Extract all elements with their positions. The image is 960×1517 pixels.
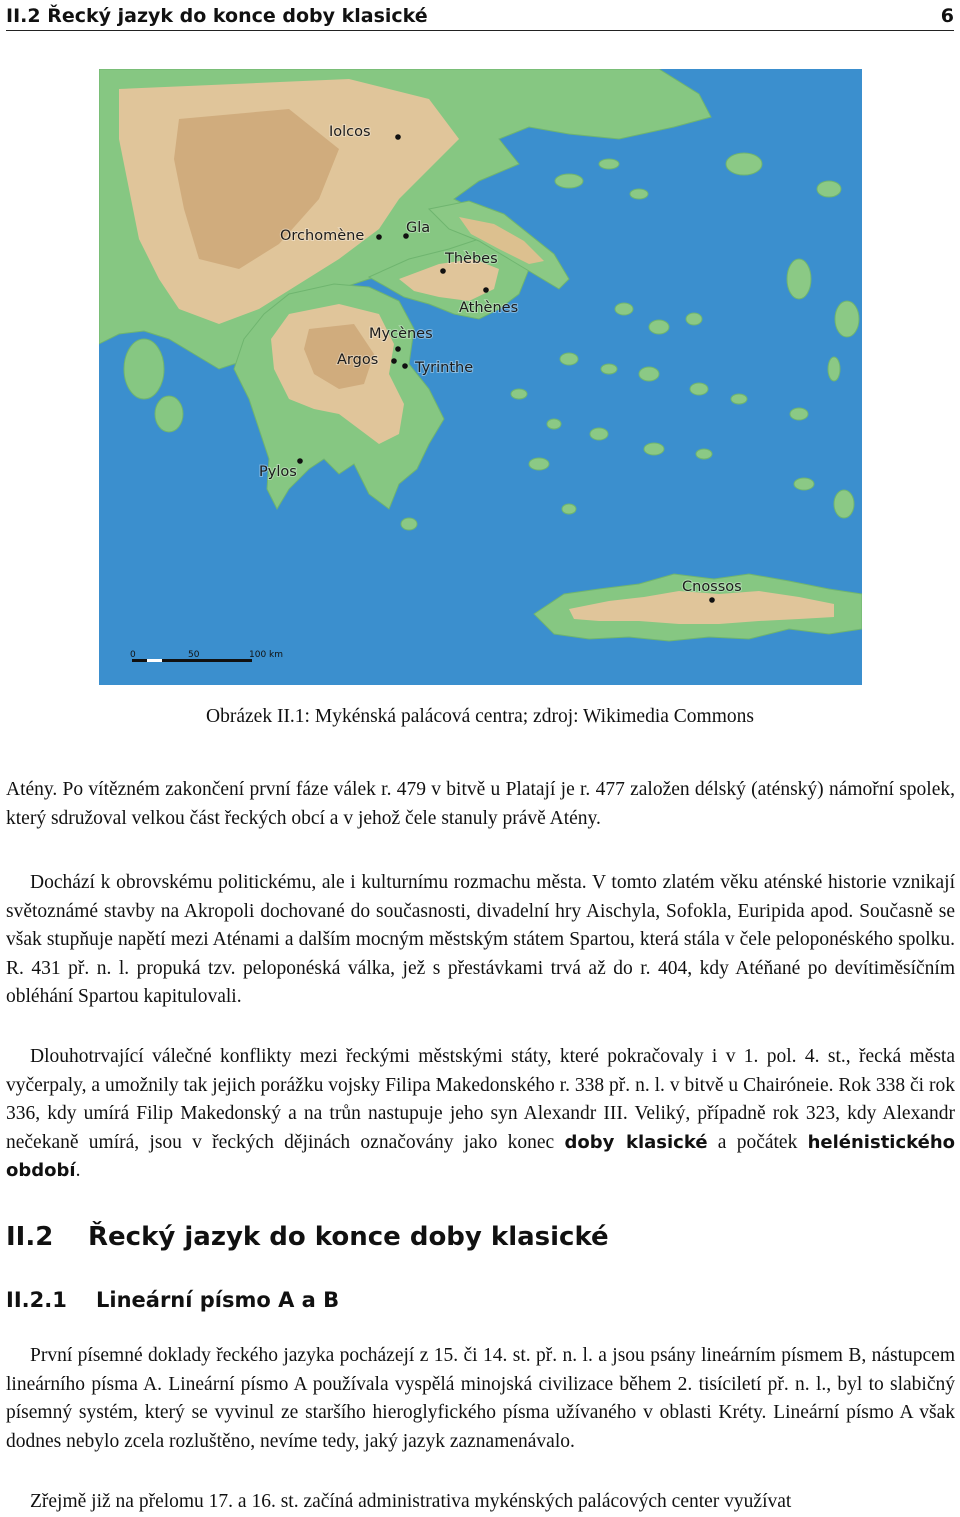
term-doba-klasicka: doby klasické (564, 1131, 708, 1153)
city-label-thebes: Thèbes (445, 251, 498, 267)
map-graphic (99, 69, 862, 685)
subsection-title: Lineární písmo A a B (96, 1288, 340, 1312)
paragraph-3-text: Dlouhotrvající válečné konflikty mezi řeckými městskými státy, které pokračovaly i v 1. pol. 4. st., řecká města vyčerpaly, a umožnily tak jejich porážku vojsky Filipa Makedonského r. 338 př. n. l. v bitvě u Chairóneie. Rok 338 či rok 336, kdy umírá Filip Makedonský a na trůn nastupuje jeho syn Alexandr III. Veliký, případně rok 323, kdy Alexandr nečekaně umírá, jsou v řeckých dějinách označovány jako konec (6, 1046, 955, 1153)
city-label-gla: Gla (406, 220, 431, 236)
city-dot-tyrinthe (402, 363, 408, 369)
city-dot-orchomene (376, 234, 382, 240)
island-zakynthos (155, 396, 183, 432)
city-dot-argos (391, 358, 397, 364)
paragraph-3-end: . (75, 1160, 81, 1181)
paragraph-2: Dochází k obrovskému politickému, ale i kulturnímu rozmachu města. V tomto zlatém věku aténské historie vznikají světoznámé stavby na Akropoli dochované do současnosti, divadelní hry Aischyla, Sofokla, Euripida apod. Současně se však stupňuje napětí mezi Aténami a dalším mocným městským státem Spartou, která stála v čele peloponéského spolku. R. 431 př. n. l. propuká tzv. peloponéská válka, jež s přestávkami trvá až do r. 404, kdy Atéňané po devítiměsíčním obléhání Spartou kapitulovali. (6, 872, 955, 1007)
figure-caption: Obrázek II.1: Mykénská palácová centra; zdroj: Wikimedia Commons (206, 706, 754, 727)
city-label-mycenes: Mycènes (369, 326, 433, 342)
section-heading (6, 1222, 609, 1252)
city-label-tyrinthe: Tyrinthe (415, 360, 474, 376)
subsection-heading (6, 1288, 339, 1312)
city-label-iolcos: Iolcos (329, 124, 371, 140)
paragraph-3-mid: a počátek (707, 1131, 808, 1153)
paragraph-1: Atény. Po vítězném zakončení první fáze válek r. 479 v bitvě u Platají je r. 477 založen délský (aténský) námořní spolek, který sdružoval velkou část řeckých obcí a v jehož čele stanuly právě Atény. (6, 779, 955, 829)
paragraph-3 (6, 1043, 955, 1186)
city-label-orchomene: Orchomène (280, 228, 365, 244)
city-label-pylos: Pylos (259, 464, 297, 480)
running-header (6, 2, 954, 31)
city-dot-athenes (483, 287, 489, 293)
map-figure (99, 69, 862, 685)
subsection-number: II.2.1 (6, 1288, 67, 1312)
city-dot-pylos (297, 458, 303, 464)
term-helenisticke-obdobi: helénistického období (6, 1131, 956, 1181)
scale-label-50: 50 (188, 650, 200, 660)
city-dot-thebes (440, 268, 446, 274)
section-title: Řecký jazyk do konce doby klasické (88, 1222, 609, 1252)
paragraph-5: Zřejmě již na přelomu 17. a 16. st. začíná administrativa mykénských palácových center využívat (30, 1491, 792, 1512)
city-label-cnossos: Cnossos (682, 579, 742, 595)
header-title: II.2 Řecký jazyk do konce doby klasické (6, 5, 428, 27)
scale-label-0: 0 (130, 650, 136, 660)
city-label-athenes: Athènes (459, 300, 519, 316)
city-dot-cnossos (709, 597, 715, 603)
section-number: II.2 (6, 1222, 54, 1252)
city-dot-mycenes (395, 346, 401, 352)
city-dot-iolcos (395, 134, 401, 140)
paragraph-4: První písemné doklady řeckého jazyka pocházejí z 15. či 14. st. př. n. l. a jsou psány lineárním písmem B, nástupcem lineárního písma A. Lineární písmo A používala vyspělá minojská civilizace během 2. tisíciletí př. n. l., byl to slabičný písemný systém, který se vyvinul ze staršího hieroglyfického písma užívaného v oblasti Kréty. Lineární písmo A však dodnes nebylo zcela rozluštěno, nevíme tedy, jaký jazyk zaznamenávalo. (6, 1345, 955, 1452)
page-number: 6 (940, 5, 954, 27)
scale-label-100: 100 km (249, 650, 284, 660)
city-label-argos: Argos (337, 352, 379, 368)
island-kefalonia (124, 339, 164, 399)
